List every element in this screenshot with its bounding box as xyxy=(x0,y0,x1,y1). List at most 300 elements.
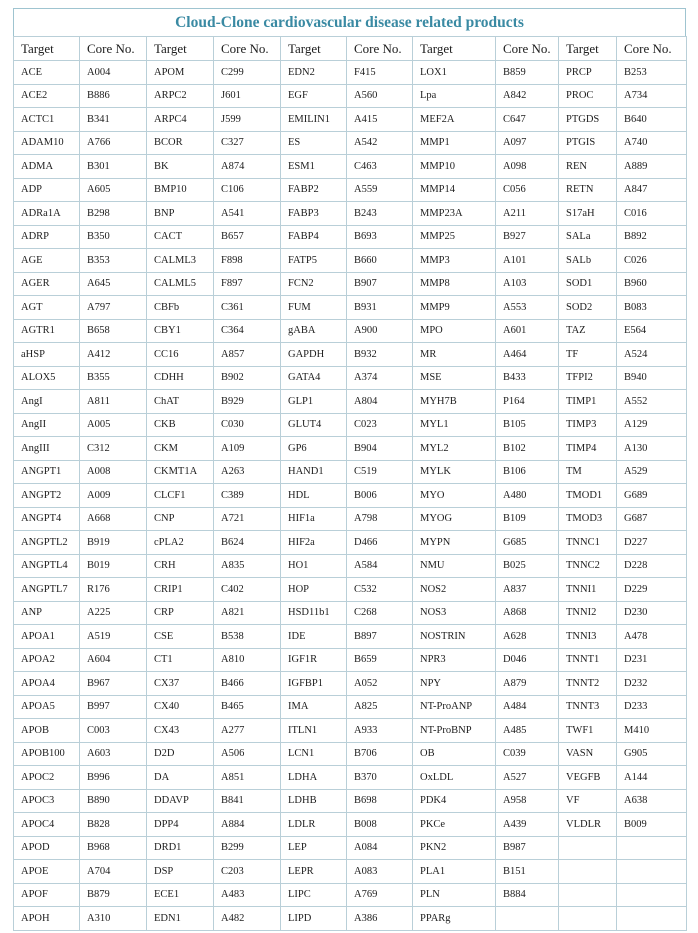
core-no-cell: B997 xyxy=(80,695,147,719)
core-no-cell xyxy=(496,907,559,931)
target-cell: VF xyxy=(559,789,617,813)
target-cell: TNNI3 xyxy=(559,625,617,649)
core-no-cell: F897 xyxy=(214,272,281,296)
core-no-cell: B106 xyxy=(496,460,559,484)
core-no-cell: C056 xyxy=(496,178,559,202)
target-cell: CC16 xyxy=(147,343,214,367)
target-cell: TM xyxy=(559,460,617,484)
target-cell: MMP9 xyxy=(413,296,496,320)
target-cell: MMP23A xyxy=(413,202,496,226)
core-no-cell: B927 xyxy=(496,225,559,249)
target-cell: CKB xyxy=(147,413,214,437)
target-cell: CKM xyxy=(147,437,214,461)
target-cell: EDN1 xyxy=(147,907,214,931)
target-cell: HIF1a xyxy=(281,507,347,531)
target-cell: LOX1 xyxy=(413,61,496,85)
target-cell: CBFb xyxy=(147,296,214,320)
core-no-cell: B370 xyxy=(347,766,413,790)
target-cell: VASN xyxy=(559,742,617,766)
core-no-cell: B006 xyxy=(347,484,413,508)
core-no-cell: C647 xyxy=(496,108,559,132)
core-no-cell: B968 xyxy=(80,836,147,860)
target-cell: MR xyxy=(413,343,496,367)
core-no-cell: A009 xyxy=(80,484,147,508)
table-row xyxy=(14,178,687,202)
core-no-cell: A868 xyxy=(496,601,559,625)
target-cell: FABP3 xyxy=(281,202,347,226)
core-no-cell: J601 xyxy=(214,84,281,108)
core-no-cell: B151 xyxy=(496,860,559,884)
target-cell: MYOG xyxy=(413,507,496,531)
target-cell: OB xyxy=(413,742,496,766)
core-no-cell: A524 xyxy=(617,343,687,367)
target-cell: EGF xyxy=(281,84,347,108)
target-cell: LDHA xyxy=(281,766,347,790)
col-header-target-2: Target xyxy=(147,37,214,61)
header-row xyxy=(14,37,687,61)
target-cell: TNNT1 xyxy=(559,648,617,672)
core-no-cell: C532 xyxy=(347,578,413,602)
target-cell: HAND1 xyxy=(281,460,347,484)
target-cell: HOP xyxy=(281,578,347,602)
core-no-cell: A837 xyxy=(496,578,559,602)
target-cell: IGFBP1 xyxy=(281,672,347,696)
core-no-cell: B658 xyxy=(80,319,147,343)
target-cell: APOB100 xyxy=(14,742,80,766)
col-header-target-5: Target xyxy=(559,37,617,61)
core-no-cell: G905 xyxy=(617,742,687,766)
table-row xyxy=(14,531,687,555)
target-cell: CSE xyxy=(147,625,214,649)
core-no-cell: B433 xyxy=(496,366,559,390)
core-no-cell: A480 xyxy=(496,484,559,508)
core-no-cell: M410 xyxy=(617,719,687,743)
core-no-cell: A847 xyxy=(617,178,687,202)
core-no-cell: R176 xyxy=(80,578,147,602)
target-cell: ADRa1A xyxy=(14,202,80,226)
target-cell: MMP25 xyxy=(413,225,496,249)
target-cell: AngIII xyxy=(14,437,80,461)
core-no-cell: B008 xyxy=(347,813,413,837)
target-cell: ANGPT1 xyxy=(14,460,80,484)
core-no-cell: A740 xyxy=(617,131,687,155)
core-no-cell: A008 xyxy=(80,460,147,484)
target-cell: REN xyxy=(559,155,617,179)
core-no-cell: C299 xyxy=(214,61,281,85)
target-cell: ANP xyxy=(14,601,80,625)
core-no-cell: C106 xyxy=(214,178,281,202)
core-no-cell: A485 xyxy=(496,719,559,743)
core-no-cell: A884 xyxy=(214,813,281,837)
core-no-cell: B019 xyxy=(80,554,147,578)
core-no-cell: A506 xyxy=(214,742,281,766)
core-no-cell: A851 xyxy=(214,766,281,790)
core-no-cell: B879 xyxy=(80,883,147,907)
core-no-cell: D229 xyxy=(617,578,687,602)
core-no-cell: A519 xyxy=(80,625,147,649)
target-cell: CKMT1A xyxy=(147,460,214,484)
core-no-cell: B996 xyxy=(80,766,147,790)
target-cell: ChAT xyxy=(147,390,214,414)
target-cell: AngII xyxy=(14,413,80,437)
target-cell: MPO xyxy=(413,319,496,343)
core-no-cell: A769 xyxy=(347,883,413,907)
core-no-cell: A811 xyxy=(80,390,147,414)
target-cell: ADAM10 xyxy=(14,131,80,155)
core-no-cell: B919 xyxy=(80,531,147,555)
core-no-cell: A560 xyxy=(347,84,413,108)
core-no-cell: A083 xyxy=(347,860,413,884)
target-cell: gABA xyxy=(281,319,347,343)
target-cell: DRD1 xyxy=(147,836,214,860)
target-cell: TIMP1 xyxy=(559,390,617,414)
core-no-cell: D233 xyxy=(617,695,687,719)
target-cell: NPR3 xyxy=(413,648,496,672)
target-cell: MMP14 xyxy=(413,178,496,202)
core-no-cell: D046 xyxy=(496,648,559,672)
target-cell: AGER xyxy=(14,272,80,296)
core-no-cell: A101 xyxy=(496,249,559,273)
core-no-cell: A482 xyxy=(214,907,281,931)
core-no-cell: B859 xyxy=(496,61,559,85)
core-no-cell: A109 xyxy=(214,437,281,461)
target-cell: D2D xyxy=(147,742,214,766)
target-cell: VLDLR xyxy=(559,813,617,837)
target-cell: TIMP3 xyxy=(559,413,617,437)
core-no-cell: D466 xyxy=(347,531,413,555)
table-row xyxy=(14,108,687,132)
core-no-cell: B987 xyxy=(496,836,559,860)
target-cell: APOB xyxy=(14,719,80,743)
core-no-cell: A004 xyxy=(80,61,147,85)
core-no-cell: A553 xyxy=(496,296,559,320)
target-cell: AGT xyxy=(14,296,80,320)
core-no-cell: A484 xyxy=(496,695,559,719)
target-cell: ES xyxy=(281,131,347,155)
target-cell: HDL xyxy=(281,484,347,508)
target-cell: CNP xyxy=(147,507,214,531)
target-cell: RETN xyxy=(559,178,617,202)
core-no-cell: D232 xyxy=(617,672,687,696)
table-row xyxy=(14,883,687,907)
target-cell: MYLK xyxy=(413,460,496,484)
target-cell: TNNC2 xyxy=(559,554,617,578)
target-cell: AngI xyxy=(14,390,80,414)
core-no-cell: B298 xyxy=(80,202,147,226)
table-row xyxy=(14,742,687,766)
target-cell: APOD xyxy=(14,836,80,860)
target-cell: APOA2 xyxy=(14,648,80,672)
core-no-cell: B841 xyxy=(214,789,281,813)
target-cell: MYH7B xyxy=(413,390,496,414)
core-no-cell: D228 xyxy=(617,554,687,578)
core-no-cell: G687 xyxy=(617,507,687,531)
target-cell: DA xyxy=(147,766,214,790)
target-cell: DDAVP xyxy=(147,789,214,813)
target-cell: MYPN xyxy=(413,531,496,555)
col-header-core-no-2: Core No. xyxy=(214,37,281,61)
core-no-cell: C203 xyxy=(214,860,281,884)
target-cell: BNP xyxy=(147,202,214,226)
target-cell: CX37 xyxy=(147,672,214,696)
table-row xyxy=(14,437,687,461)
target-cell: TMOD1 xyxy=(559,484,617,508)
target-cell: APOM xyxy=(147,61,214,85)
target-cell: BK xyxy=(147,155,214,179)
core-no-cell: A386 xyxy=(347,907,413,931)
core-no-cell: B897 xyxy=(347,625,413,649)
table-row xyxy=(14,719,687,743)
core-no-cell: E564 xyxy=(617,319,687,343)
target-cell: NOS3 xyxy=(413,601,496,625)
target-cell: TNNT3 xyxy=(559,695,617,719)
target-cell: CACT xyxy=(147,225,214,249)
target-cell: LIPC xyxy=(281,883,347,907)
core-no-cell: A821 xyxy=(214,601,281,625)
core-no-cell: A605 xyxy=(80,178,147,202)
table-row xyxy=(14,554,687,578)
core-no-cell: B828 xyxy=(80,813,147,837)
core-no-cell: B105 xyxy=(496,413,559,437)
core-no-cell: F898 xyxy=(214,249,281,273)
target-cell: GAPDH xyxy=(281,343,347,367)
target-cell: MMP8 xyxy=(413,272,496,296)
core-no-cell: A483 xyxy=(214,883,281,907)
target-cell: ANGPTL2 xyxy=(14,531,80,555)
target-cell: IGF1R xyxy=(281,648,347,672)
core-no-cell: A603 xyxy=(80,742,147,766)
table-row xyxy=(14,860,687,884)
core-no-cell: A645 xyxy=(80,272,147,296)
target-cell: GP6 xyxy=(281,437,347,461)
core-no-cell: B299 xyxy=(214,836,281,860)
table-row xyxy=(14,366,687,390)
target-cell: CDHH xyxy=(147,366,214,390)
target-cell: TNNC1 xyxy=(559,531,617,555)
col-header-core-no-3: Core No. xyxy=(347,37,413,61)
target-cell: IDE xyxy=(281,625,347,649)
target-cell: aHSP xyxy=(14,343,80,367)
target-cell: NT-ProANP xyxy=(413,695,496,719)
core-no-cell: A889 xyxy=(617,155,687,179)
core-no-cell: C389 xyxy=(214,484,281,508)
core-no-cell: A584 xyxy=(347,554,413,578)
target-cell: HIF2a xyxy=(281,531,347,555)
target-cell: TAZ xyxy=(559,319,617,343)
core-no-cell: A130 xyxy=(617,437,687,461)
target-cell: ARPC2 xyxy=(147,84,214,108)
target-cell: FABP4 xyxy=(281,225,347,249)
core-no-cell: B884 xyxy=(496,883,559,907)
core-no-cell: B904 xyxy=(347,437,413,461)
table-row xyxy=(14,813,687,837)
target-cell: BCOR xyxy=(147,131,214,155)
core-no-cell xyxy=(617,836,687,860)
core-no-cell: B466 xyxy=(214,672,281,696)
target-cell: VEGFB xyxy=(559,766,617,790)
products-table xyxy=(13,36,687,931)
target-cell: ADP xyxy=(14,178,80,202)
target-cell: PROC xyxy=(559,84,617,108)
core-no-cell: A263 xyxy=(214,460,281,484)
target-cell: FATP5 xyxy=(281,249,347,273)
table-row xyxy=(14,625,687,649)
col-header-core-no-5: Core No. xyxy=(617,37,687,61)
target-cell: AGTR1 xyxy=(14,319,80,343)
table-row xyxy=(14,907,687,931)
target-cell: TF xyxy=(559,343,617,367)
target-cell: EMILIN1 xyxy=(281,108,347,132)
target-cell: PTGIS xyxy=(559,131,617,155)
table-row xyxy=(14,413,687,437)
target-cell: MMP10 xyxy=(413,155,496,179)
table-row xyxy=(14,319,687,343)
core-no-cell: A412 xyxy=(80,343,147,367)
target-cell: SALb xyxy=(559,249,617,273)
core-no-cell: B341 xyxy=(80,108,147,132)
core-no-cell: B902 xyxy=(214,366,281,390)
table-row xyxy=(14,131,687,155)
core-no-cell: B083 xyxy=(617,296,687,320)
table-row xyxy=(14,507,687,531)
core-no-cell: B009 xyxy=(617,813,687,837)
target-cell: FUM xyxy=(281,296,347,320)
target-cell: CRP xyxy=(147,601,214,625)
table-row xyxy=(14,460,687,484)
target-cell: NPY xyxy=(413,672,496,696)
target-cell: CT1 xyxy=(147,648,214,672)
core-no-cell: B350 xyxy=(80,225,147,249)
target-cell: SALa xyxy=(559,225,617,249)
core-no-cell: A277 xyxy=(214,719,281,743)
target-cell: LIPD xyxy=(281,907,347,931)
core-no-cell: C364 xyxy=(214,319,281,343)
table-row xyxy=(14,84,687,108)
core-no-cell: C026 xyxy=(617,249,687,273)
target-cell: TNNI2 xyxy=(559,601,617,625)
table-row xyxy=(14,155,687,179)
target-cell: LDLR xyxy=(281,813,347,837)
target-cell: ANGPT4 xyxy=(14,507,80,531)
target-cell: MSE xyxy=(413,366,496,390)
target-cell: BMP10 xyxy=(147,178,214,202)
core-no-cell: B657 xyxy=(214,225,281,249)
core-no-cell: A842 xyxy=(496,84,559,108)
core-no-cell: G685 xyxy=(496,531,559,555)
target-cell: LDHB xyxy=(281,789,347,813)
target-cell: CRIP1 xyxy=(147,578,214,602)
core-no-cell: A798 xyxy=(347,507,413,531)
target-cell: MEF2A xyxy=(413,108,496,132)
core-no-cell: B102 xyxy=(496,437,559,461)
target-cell: ITLN1 xyxy=(281,719,347,743)
target-cell: APOC2 xyxy=(14,766,80,790)
core-no-cell: P164 xyxy=(496,390,559,414)
target-cell: EDN2 xyxy=(281,61,347,85)
core-no-cell: A552 xyxy=(617,390,687,414)
core-no-cell: A211 xyxy=(496,202,559,226)
target-cell: Lpa xyxy=(413,84,496,108)
target-cell: CX40 xyxy=(147,695,214,719)
core-no-cell: C463 xyxy=(347,155,413,179)
core-no-cell: A734 xyxy=(617,84,687,108)
core-no-cell: B624 xyxy=(214,531,281,555)
core-no-cell: F415 xyxy=(347,61,413,85)
core-no-cell: D230 xyxy=(617,601,687,625)
table-row xyxy=(14,61,687,85)
target-cell: DSP xyxy=(147,860,214,884)
core-no-cell: C519 xyxy=(347,460,413,484)
core-no-cell: D231 xyxy=(617,648,687,672)
target-cell: NOSTRIN xyxy=(413,625,496,649)
core-no-cell: A825 xyxy=(347,695,413,719)
target-cell: APOE xyxy=(14,860,80,884)
target-cell: LEP xyxy=(281,836,347,860)
core-no-cell: A704 xyxy=(80,860,147,884)
core-no-cell: A797 xyxy=(80,296,147,320)
table-row xyxy=(14,789,687,813)
target-cell: GLP1 xyxy=(281,390,347,414)
target-cell: NMU xyxy=(413,554,496,578)
core-no-cell: B355 xyxy=(80,366,147,390)
core-no-cell: C402 xyxy=(214,578,281,602)
core-no-cell: A542 xyxy=(347,131,413,155)
target-cell: HSD11b1 xyxy=(281,601,347,625)
core-no-cell: A604 xyxy=(80,648,147,672)
table-row xyxy=(14,601,687,625)
core-no-cell: B243 xyxy=(347,202,413,226)
core-no-cell xyxy=(617,860,687,884)
core-no-cell xyxy=(617,907,687,931)
target-cell: PKN2 xyxy=(413,836,496,860)
core-no-cell: B353 xyxy=(80,249,147,273)
target-cell: ARPC4 xyxy=(147,108,214,132)
core-no-cell: A900 xyxy=(347,319,413,343)
core-no-cell: A668 xyxy=(80,507,147,531)
table-row xyxy=(14,484,687,508)
core-no-cell: B659 xyxy=(347,648,413,672)
target-cell: CLCF1 xyxy=(147,484,214,508)
target-cell: HO1 xyxy=(281,554,347,578)
table-row xyxy=(14,578,687,602)
target-cell: NT-ProBNP xyxy=(413,719,496,743)
core-no-cell: C327 xyxy=(214,131,281,155)
target-cell: ANGPT2 xyxy=(14,484,80,508)
core-no-cell: A559 xyxy=(347,178,413,202)
target-cell: GLUT4 xyxy=(281,413,347,437)
table-row xyxy=(14,202,687,226)
core-no-cell: B907 xyxy=(347,272,413,296)
document-title: Cloud-Clone cardiovascular disease related products xyxy=(13,8,686,36)
core-no-cell: B967 xyxy=(80,672,147,696)
target-cell: CALML3 xyxy=(147,249,214,273)
target-cell: PTGDS xyxy=(559,108,617,132)
target-cell: PDK4 xyxy=(413,789,496,813)
core-no-cell: A084 xyxy=(347,836,413,860)
target-cell: PKCe xyxy=(413,813,496,837)
target-cell: APOC3 xyxy=(14,789,80,813)
target-cell: ALOX5 xyxy=(14,366,80,390)
core-no-cell: B109 xyxy=(496,507,559,531)
target-cell: MMP3 xyxy=(413,249,496,273)
target-cell: ACE2 xyxy=(14,84,80,108)
core-no-cell: A721 xyxy=(214,507,281,531)
core-no-cell: B698 xyxy=(347,789,413,813)
core-no-cell: A874 xyxy=(214,155,281,179)
target-cell: ACTC1 xyxy=(14,108,80,132)
target-cell: CBY1 xyxy=(147,319,214,343)
col-header-target-1: Target xyxy=(14,37,80,61)
